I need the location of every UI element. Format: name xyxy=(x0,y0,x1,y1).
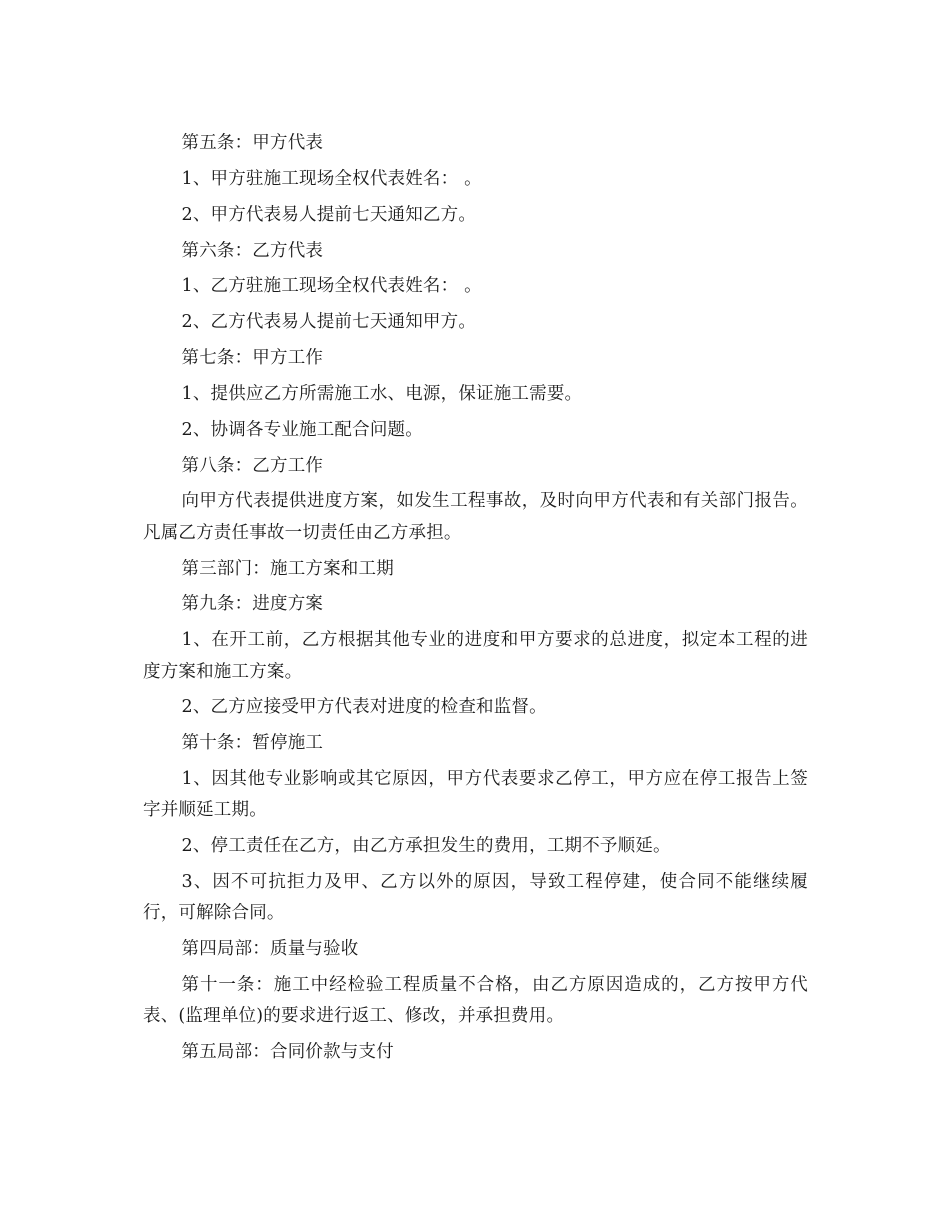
part-4-heading: 第四局部：质量与验收 xyxy=(181,939,359,960)
article-5-heading: 第五条：甲方代表 xyxy=(181,133,324,153)
article-5-item-2: 2、甲方代表易人提前七天通知乙方。 xyxy=(181,204,477,225)
part-5-heading: 第五局部：合同价款与支付 xyxy=(181,1042,394,1063)
part-3-heading: 第三部门：施工方案和工期 xyxy=(181,558,394,579)
article-6-item-2: 2、乙方代表易人提前七天通知甲方。 xyxy=(181,312,477,333)
article-9-item-2: 2、乙方应接受甲方代表对进度的检查和监督。 xyxy=(181,697,547,718)
article-6-item-1: 1、乙方驻施工现场全权代表姓名： 。 xyxy=(181,276,482,297)
article-9-heading: 第九条：进度方案 xyxy=(181,594,324,615)
article-10-item-2: 2、停工责任在乙方，由乙方承担发生的费用，工期不予顺延。 xyxy=(181,836,671,857)
article-7-item-2: 2、协调各专业施工配合问题。 xyxy=(181,419,423,440)
article-11-body: 第十一条：施工中经检验工程质量不合格，由乙方原因造成的，乙方按甲方代表、(监理单位)的要求进行返工、修改，并承担费用。 xyxy=(143,975,808,1027)
article-8-heading: 第八条：乙方工作 xyxy=(181,455,324,476)
article-10-item-1: 1、因其他专业影响或其它原因，甲方代表要求乙停工，甲方应在停工报告上签字并顺延工期。 xyxy=(143,769,808,821)
article-6-heading: 第六条：乙方代表 xyxy=(181,240,324,261)
article-7-item-1: 1、提供应乙方所需施工水、电源，保证施工需要。 xyxy=(181,383,583,404)
article-10-item-3: 3、因不可抗拒力及甲、乙方以外的原因，导致工程停建，使合同不能继续履行，可解除合同。 xyxy=(143,872,808,924)
article-5-item-1: 1、甲方驻施工现场全权代表姓名： 。 xyxy=(181,168,482,189)
document-body xyxy=(143,128,808,1073)
article-8-body: 向甲方代表提供进度方案，如发生工程事故，及时向甲方代表和有关部门报告。凡属乙方责任事故一切责任由乙方承担。 xyxy=(143,491,808,543)
article-7-heading: 第七条：甲方工作 xyxy=(181,348,324,369)
article-10-heading: 第十条：暂停施工 xyxy=(181,733,324,754)
article-9-item-1: 1、在开工前，乙方根据其他专业的进度和甲方要求的总进度，拟定本工程的进度方案和施工方案。 xyxy=(143,630,808,682)
